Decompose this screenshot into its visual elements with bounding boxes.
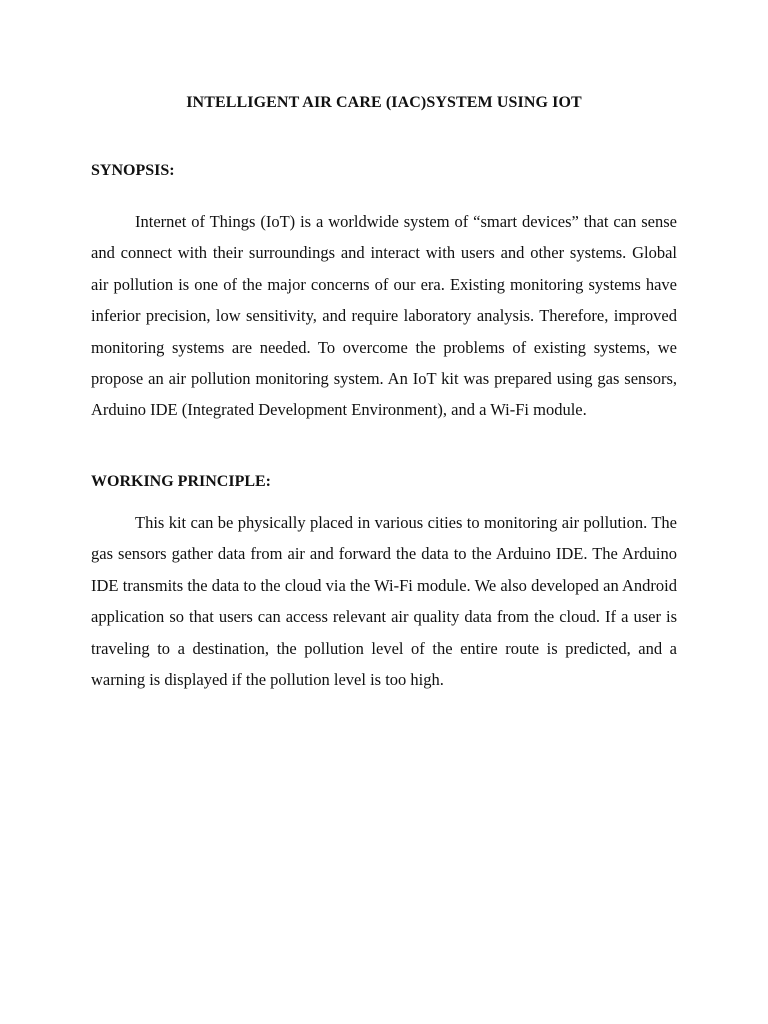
synopsis-heading: SYNOPSIS: xyxy=(91,162,175,179)
synopsis-paragraph: Internet of Things (IoT) is a worldwide system of “smart devices” that can sense and connect with their surroundings and interact with users and other systems. Global air pollution is one of the major concerns of our era. Existing monitoring systems have inferior precision, low sensitivity, and require laboratory analysis. Therefore, improved monitoring systems are needed. To overcome the problems of existing systems, we propose an air pollution monitoring system. An IoT kit was prepared using gas sensors, Arduino IDE (Integrated Development Environment), and a Wi-Fi module. xyxy=(91,212,677,420)
document-title: INTELLIGENT AIR CARE (IAC)SYSTEM USING IOT xyxy=(186,94,582,111)
working-principle-paragraph: This kit can be physically placed in various cities to monitoring air pollution. The gas sensors gather data from air and forward the data to the Arduino IDE. The Arduino IDE transmits the data to the cloud via the Wi-Fi module. We also developed an Android application so that users can access relevant air quality data from the cloud. If a user is traveling to a destination, the pollution level of the entire route is predicted, and a warning is displayed if the pollution level is too high. xyxy=(91,513,677,690)
working-principle-heading: WORKING PRINCIPLE: xyxy=(91,473,272,490)
